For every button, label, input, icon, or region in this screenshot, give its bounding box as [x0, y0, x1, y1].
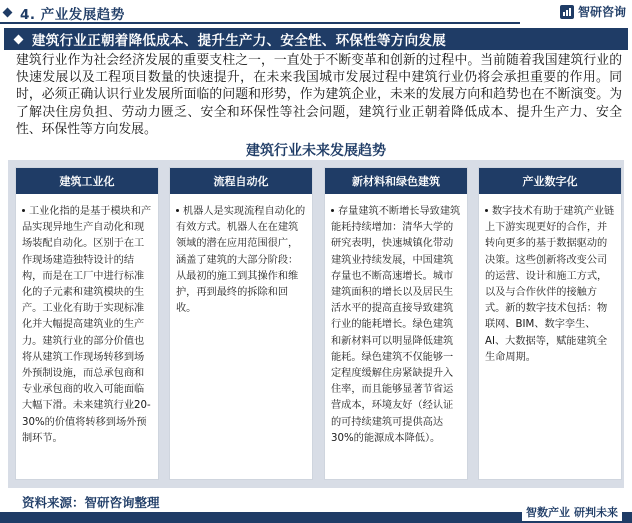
- trend-card-green-building: [324, 167, 468, 480]
- card-text: 数字技术有助于建筑产业链上下游实现更好的合作，并转向更多的基于数据驱动的决策。这些创新将改变公司的运营、设计和施工方式，以及与合作伙伴的接触方式。新的数字技术包括：物联网、BIM、数字孪生、AI、大数据等，赋能建筑全生命周期。: [485, 206, 615, 363]
- diamond-icon: [14, 34, 24, 44]
- brand-name: 智研咨询: [577, 5, 626, 19]
- card-title: 流程自动化: [170, 168, 312, 194]
- footer-slogan: [522, 503, 622, 521]
- card-text: 工业化指的是基于模块和产品实现异地生产自动化和现场装配自动化。区别于在工作现场建造独特设计的结构，而是在工厂中进行标准化的子元素和建筑模块的生产。工业化有助于实现标准化并大幅提高建筑业的生产力。建筑行业的部分价值也将从建筑工作现场转移到场外预制设施，而总承包商和专业承包商的收入可能面临大幅下滑。未来建筑行业20-30%的价值将转移到场外预制环节。: [22, 206, 152, 444]
- trend-card-automation: [169, 167, 313, 480]
- headline-banner: [4, 28, 628, 50]
- brand-logo-icon: [560, 5, 574, 19]
- card-text: 存量建筑不断增长导致建筑能耗持续增加：清华大学的研究表明，快速城镇化带动建筑业持续发展，中国建筑存量也不断高速增长。城市建筑面积的增长以及居民生活水平的提高直接导致建筑行业的能耗增长。绿色建筑和新材料可以明显降低建筑能耗。绿色建筑不仅能够一定程度缓解住房紧缺提升入住率，而且能够显著节省运营成本，环境友好（经认证的可持续建筑可提供高达30%的能源成本降低）。: [331, 206, 461, 444]
- section-header: [0, 0, 632, 26]
- card-body: [479, 194, 621, 366]
- bullet-icon: [485, 209, 488, 212]
- slogan-left: 智数产业: [526, 506, 570, 519]
- card-text: 机器人是实现流程自动化的有效方式。机器人在在建筑领域的潜在应用范围很广，涵盖了建筑的大部分阶段：从最初的施工到其操作和维护，再到最终的拆除和回收。: [176, 206, 306, 315]
- trend-card-industrialization: [15, 167, 159, 480]
- brand-logo-block: [560, 3, 626, 20]
- card-title: 新材料和绿色建筑: [325, 168, 467, 194]
- diagram-title: 建筑行业未来发展趋势: [246, 143, 386, 159]
- trend-card-digitalization: [478, 167, 622, 480]
- slogan-right: 研判未来: [574, 506, 618, 519]
- header-underline: [0, 22, 520, 24]
- source-note: 资料来源：智研咨询整理: [22, 495, 160, 510]
- card-body: [325, 194, 467, 447]
- section-title-text: 4. 产业发展趋势: [20, 6, 125, 23]
- card-title: 建筑工业化: [16, 168, 158, 194]
- card-body: [170, 194, 312, 317]
- intro-paragraph: 建筑行业作为社会经济发展的重要支柱之一，一直处于不断变革和创新的过程中。当前随着我国建筑行业的快速发展以及工程项目数量的快速提升，在未来我国城市发展过程中建筑行业仍将会承担重要的作用。同时，必须正确认识行业发展所面临的问题和形势，作为建筑企业，未来的发展方向和趋势也在不断演变。为了解决住房负担、劳动力匮乏、安全和环保性等社会问题，建筑行业正朝着降低成本、提升生产力、安全性、环保性等方向发展。: [16, 53, 622, 137]
- headline-text: 建筑行业正朝着降低成本、提升生产力、安全性、环保性等方向发展: [32, 33, 446, 49]
- diamond-icon: [3, 8, 13, 18]
- card-body: [16, 194, 158, 447]
- bullet-icon: [331, 209, 334, 212]
- bullet-icon: [176, 209, 179, 212]
- card-title: 产业数字化: [479, 168, 621, 194]
- section-title: [4, 3, 125, 22]
- bullet-icon: [22, 209, 25, 212]
